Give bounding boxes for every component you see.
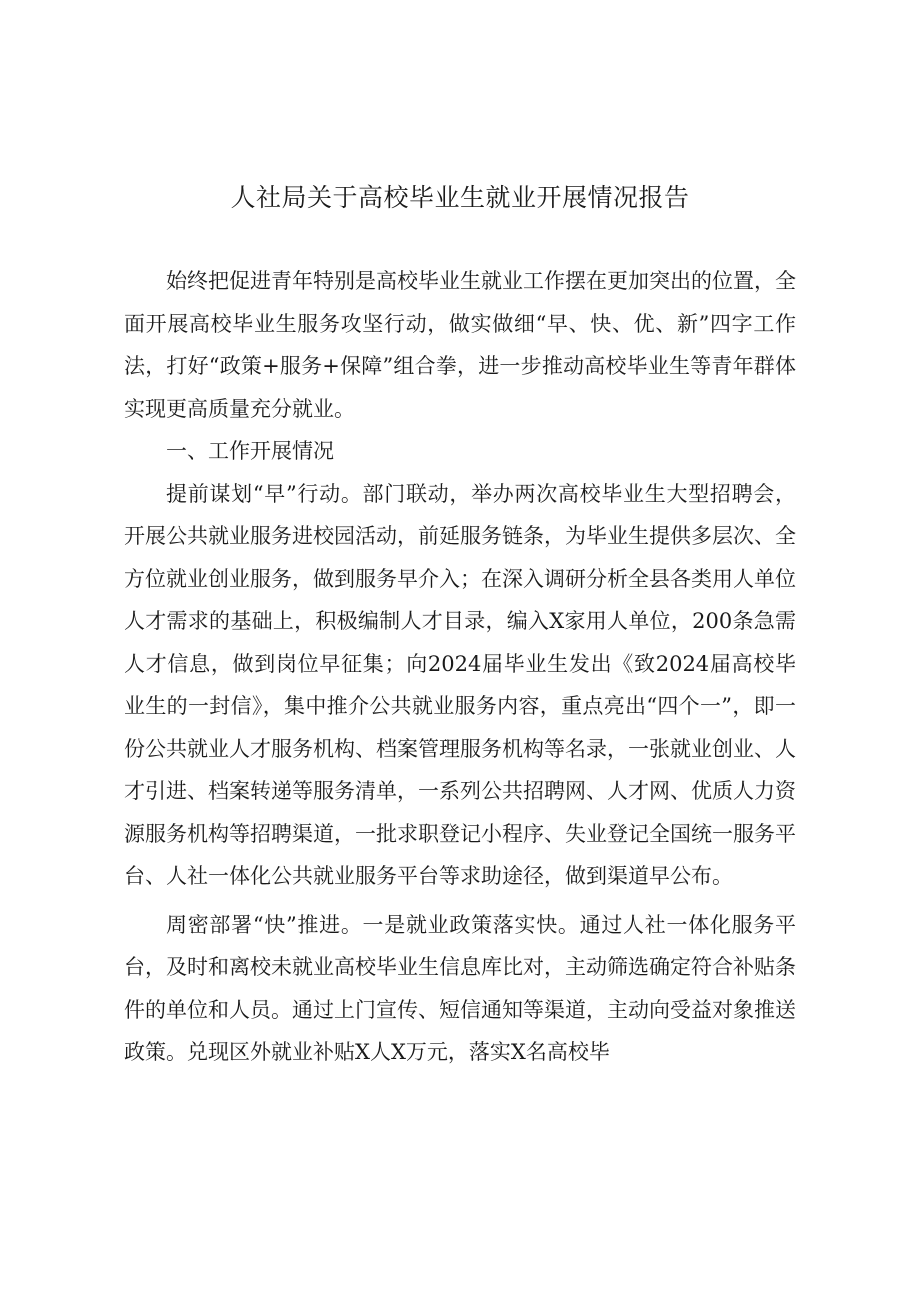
section-heading: 一、工作开展情况 [166, 439, 334, 463]
document-body [124, 260, 796, 1074]
paragraph-fast-progress: 周密部署“快”推进。一是就业政策落实快。通过人社一体化服务平台，及时和离校未就业高校毕业生信息库比对，主动筛选确定符合补贴条件的单位和人员。通过上门宣传、短信通知等渠道，主动向受益对象推送政策。兑现区外就业补贴X人X万元，落实X名高校毕 [124, 912, 796, 1064]
paragraph-early-action: 提前谋划“早”行动。部门联动，举办两次高校毕业生大型招聘会，开展公共就业服务进校园活动，前延服务链条，为毕业生提供多层次、全方位就业创业服务，做到服务早介入；在深入调研分析全县各类用人单位人才需求的基础上，积极编制人才目录，编入X家用人单位，200条急需人才信息，做到岗位早征集；向2024届毕业生发出《致2024届高校毕业生的一封信》，集中推介公共就业服务内容，重点亮出“四个一”，即一份公共就业人才服务机构、档案管理服务机构等名录，一张就业创业、人才引进、档案转递等服务清单，一系列公共招聘网、人才网、优质人力资源服务机构等招聘渠道，一批求职登记小程序、失业登记全国统一服务平台、人社一体化公共就业服务平台等求助途径，做到渠道早公布。 [124, 481, 796, 888]
document-title: 人社局关于高校毕业生就业开展情况报告 [230, 183, 690, 212]
intro-paragraph: 始终把促进青年特别是高校毕业生就业工作摆在更加突出的位置，全面开展高校毕业生服务攻坚行动，做实做细“早、快、优、新”四字工作法，打好“政策+服务+保障”组合拳，进一步推动高校毕业生等青年群体实现更高质量充分就业。 [124, 269, 796, 421]
